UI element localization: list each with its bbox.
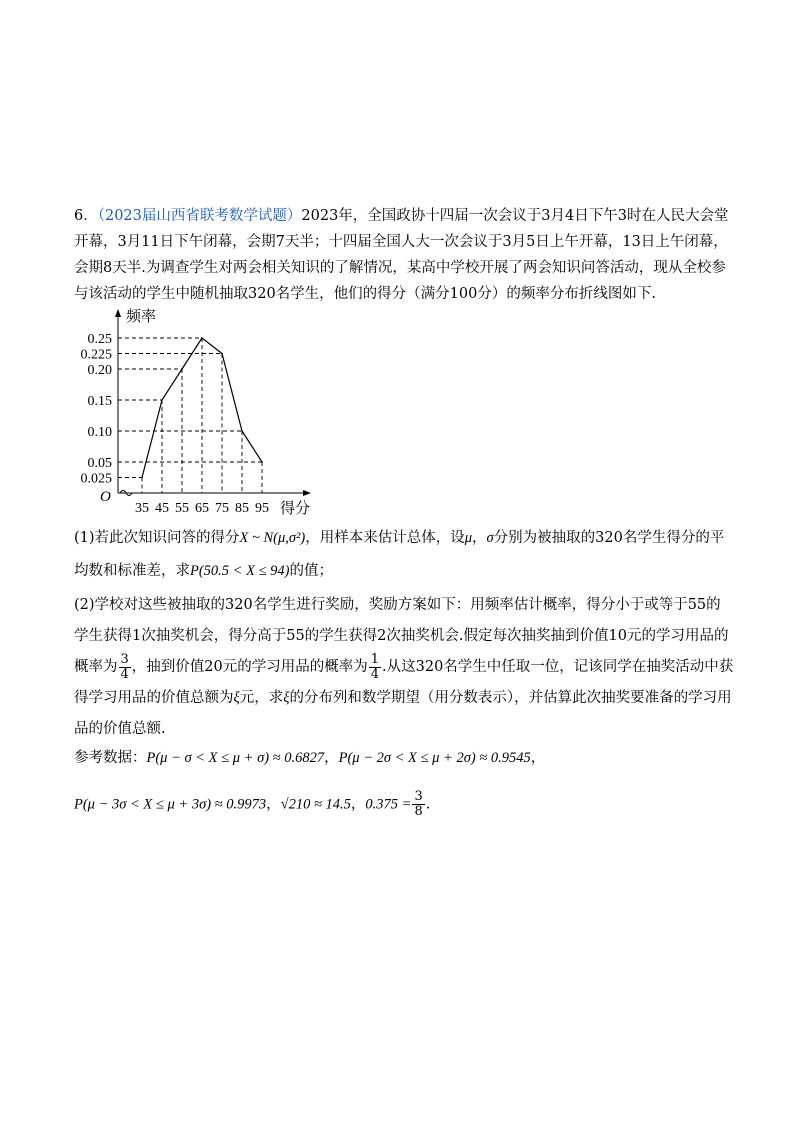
frequency-polyline [142,338,262,478]
fraction-numerator: 3 [120,651,129,667]
y-tick-label: 0.20 [87,363,112,378]
data-point-35 [141,477,143,479]
y-tick-label: 0.15 [87,394,112,409]
q2-text-a: (2)学校对这些被抽取的320名学生进行奖励，奖励方案如下：用频率估计概率，得分小于或等于55的学生获得1次抽奖机会，得分高于55的学生获得2次抽奖机会.假定每次抽奖抽到价值10元的学习用品的概率为 [74,597,729,675]
fraction-denominator: 4 [120,666,129,682]
reference-end2: . [425,796,431,813]
x-tick-label: 75 [215,501,229,516]
q1-text-e: 的值； [289,563,333,579]
reference-p2: P(μ − 2σ < X ≤ μ + 2σ) ≈ 0.9545 [338,750,531,766]
y-tick-label: 0.25 [87,332,112,347]
problem-number: 6． [74,208,98,224]
problem-intro [74,203,734,307]
q1-math-sigma: σ [486,530,494,546]
y-tick-label: 0.025 [80,471,112,487]
q1-text-a: (1)若此次知识问答的得分 [74,530,240,546]
fraction-denominator: 8 [414,804,423,819]
y-tick-label: 0.10 [87,425,112,440]
q1-text-c: ， [472,530,487,546]
y-axis-arrow [115,309,121,317]
x-tick-label: 45 [155,501,169,516]
q2-math-xi: ξ [233,690,240,706]
fraction-denominator: 4 [370,666,380,682]
reference-sep: ， [324,750,339,766]
reference-fraction-lhs: 0.375 = [365,796,412,813]
reference-fraction-3-8 [412,790,424,819]
q1-math-mu: μ [464,530,473,546]
y-axis-label: 频率 [126,309,157,325]
data-point-75 [221,353,223,355]
problem-text: 2023年，全国政协十四届一次会议于3月4日下午3时在人民大会堂开幕，3月11日下午闭幕，会期7天半；十四届全国人大一次会议于3月5日上午开幕，13日上午闭幕，会期8天半.为调查学生对两会相关知识的了解情况，某高中学校开展了两会知识问答活动，现从全校参与该活动的学生中随机抽取320名学生，他们的得分（满分100分）的频率分布折线图如下. [74,208,729,302]
reference-p3: P(μ − 3σ < X ≤ μ + 3σ) ≈ 0.9973 [74,796,267,813]
x-tick-label: 55 [175,501,189,516]
q2-fraction-1-4 [369,653,381,682]
x-tick-label: 35 [135,501,149,516]
q2-fraction-3-4 [119,653,131,682]
data-point-55 [181,368,183,370]
data-point-65 [201,337,203,339]
reference-sqrt: √210 ≈ 14.5 [280,796,351,813]
q2-text-d: 元，求 [239,690,284,706]
question-1 [74,522,734,588]
q2-text-b: ，抽到价值20元的学习用品的概率为 [131,659,368,675]
q2-math-xi-2: ξ [283,690,290,706]
x-tick-label: 65 [195,501,209,516]
origin-label: O [100,489,111,505]
reference-p1: P(μ − σ < X ≤ μ + σ) ≈ 0.6827 [146,750,325,766]
reference-label: 参考数据： [74,750,147,766]
reference-line-2 [74,790,430,819]
y-tick-label: 0.225 [80,347,112,363]
data-point-95 [261,461,263,463]
problem-source: （2023届山西省联考数学试题） [97,208,302,224]
reference-sep-3: ， [350,796,366,813]
q1-text-d: 分别为被抽取的320名学生得分的平均数和标准差，求 [74,530,725,579]
y-tick-label: 0.05 [87,456,112,471]
x-tick-label: 85 [235,501,249,516]
frequency-polygon-chart [70,305,330,520]
question-2 [74,590,734,745]
q1-text-b: ，用样本来估计总体，设 [305,530,465,546]
fraction-numerator: 3 [414,789,423,804]
q1-math-distribution: X ~ N(μ,σ²) [239,530,306,546]
reference-line-1 [74,746,545,767]
reference-sep-2: ， [266,796,281,813]
fraction-numerator: 1 [370,651,380,667]
q2-text-e: 的分布列和数学期望（用分数表示），并估算此次抽奖要准备的学习用品的价值总额. [74,690,732,737]
x-tick-label: 95 [255,501,269,516]
reference-end1: ， [530,750,546,766]
x-axis-arrow [303,490,311,496]
q2-text-c: .从这320名学生中任取一位，记该同学在抽奖活动中获得学习用品的价值总额为 [74,659,734,706]
data-point-45 [161,399,163,401]
data-point-85 [241,430,243,432]
q1-math-probability: P(50.5 < X ≤ 94) [190,563,290,579]
x-axis-label: 得分 [280,501,311,517]
